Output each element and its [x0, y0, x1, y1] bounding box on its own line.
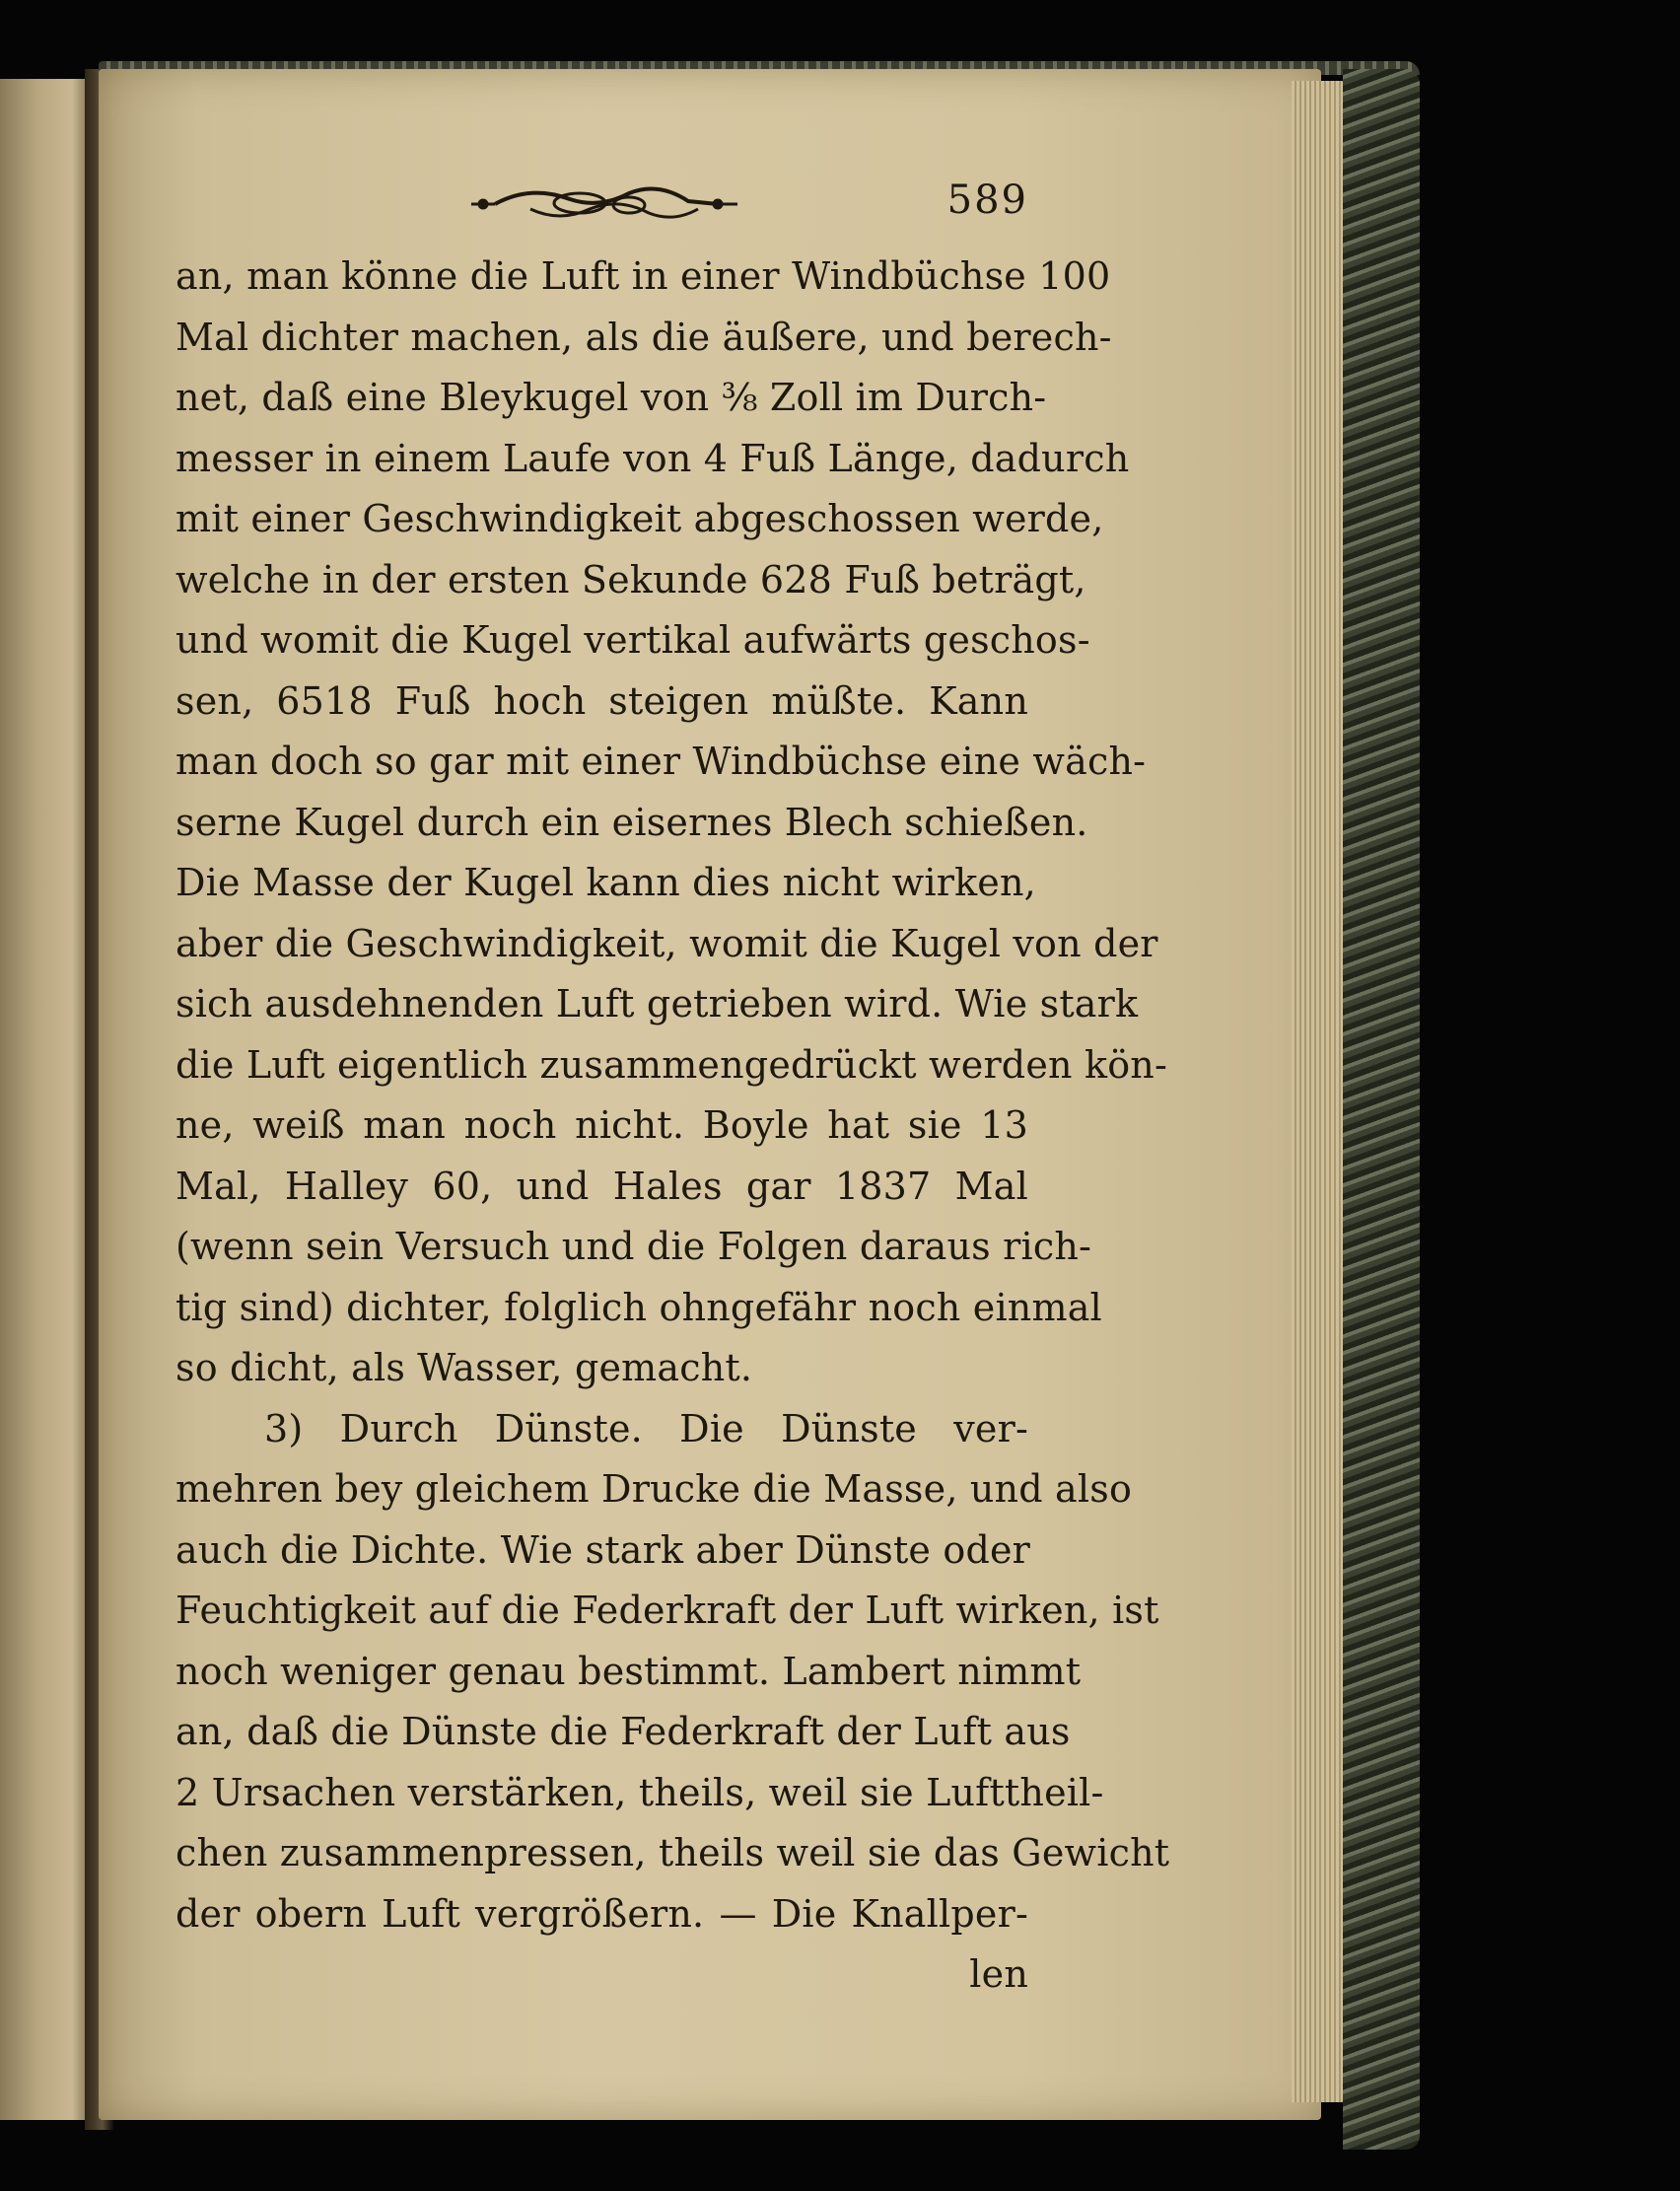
text-line: net, daß eine Bleykugel von ⅜ Zoll im Durch-	[175, 376, 1047, 419]
text-line: an, daß die Dünste die Federkraft der Luft aus	[175, 1710, 1071, 1753]
ornament-icon	[471, 179, 737, 229]
text-line: welche in der ersten Sekunde 628 Fuß beträgt,	[175, 557, 1086, 601]
text-line: Mal, Halley 60, und Hales gar 1837 Mal	[175, 1164, 1028, 1208]
catchword: len	[969, 1952, 1028, 1996]
text-line: Die Masse der Kugel kann dies nicht wirken,	[175, 861, 1036, 904]
page-edges	[1292, 81, 1351, 2102]
text-line: die Luft eigentlich zusammengedrückt werden kön-	[175, 1042, 1167, 1087]
marbled-cover	[1343, 69, 1420, 2150]
text-line: Mal dichter machen, als die äußere, und berech-	[175, 315, 1112, 359]
text-line: der obern Luft vergrößern. — Die Knallper-	[175, 1891, 1028, 1936]
text-line: aber die Geschwindigkeit, womit die Kugel von der	[175, 921, 1158, 965]
page-number: 589	[946, 177, 1028, 223]
text-line: 2 Ursachen verstärken, theils, weil sie Lufttheil-	[175, 1770, 1104, 1814]
text-line: auch die Dichte. Wie stark aber Dünste oder	[175, 1527, 1031, 1572]
text-line: noch weniger genau bestimmt. Lambert nimmt	[175, 1649, 1082, 1693]
text-lines	[175, 247, 1170, 2006]
left-page-edge	[0, 79, 91, 2120]
text-line: serne Kugel durch ein eisernes Blech schießen.	[175, 800, 1088, 844]
text-line: chen zusammenpressen, theils weil sie das Gewicht	[175, 1831, 1170, 1874]
text-line: Feuchtigkeit auf die Federkraft der Luft wirken, ist	[175, 1589, 1159, 1632]
text-line: tig sind) dichter, folglich ohngefähr noch einmal	[175, 1285, 1102, 1329]
text-line: messer in einem Laufe von 4 Fuß Länge, dadurch	[175, 436, 1130, 480]
section-heading-line: 3) Durch Dünste. Die Dünste ver-	[264, 1406, 1028, 1450]
text-line: sen, 6518 Fuß hoch steigen müßte. Kann	[175, 678, 1028, 723]
text-line: und womit die Kugel vertikal aufwärts geschos-	[175, 618, 1090, 662]
text-line: man doch so gar mit einer Windbüchse eine wäch-	[175, 740, 1147, 783]
page-header	[175, 168, 1028, 247]
text-line: so dicht, als Wasser, gemacht.	[175, 1346, 753, 1389]
text-line: an, man könne die Luft in einer Windbüchse 100	[175, 254, 1111, 298]
text-line: mehren bey gleichem Drucke die Masse, und also	[175, 1467, 1133, 1511]
text-line: (wenn sein Versuch und die Folgen daraus rich-	[175, 1225, 1092, 1268]
text-line: sich ausdehnenden Luft getrieben wird. Wie stark	[175, 982, 1139, 1025]
text-line: ne, weiß man noch nicht. Boyle hat sie 13	[175, 1103, 1028, 1147]
page-text-block	[175, 168, 1170, 2006]
text-line: mit einer Geschwindigkeit abgeschossen werde,	[175, 497, 1104, 540]
